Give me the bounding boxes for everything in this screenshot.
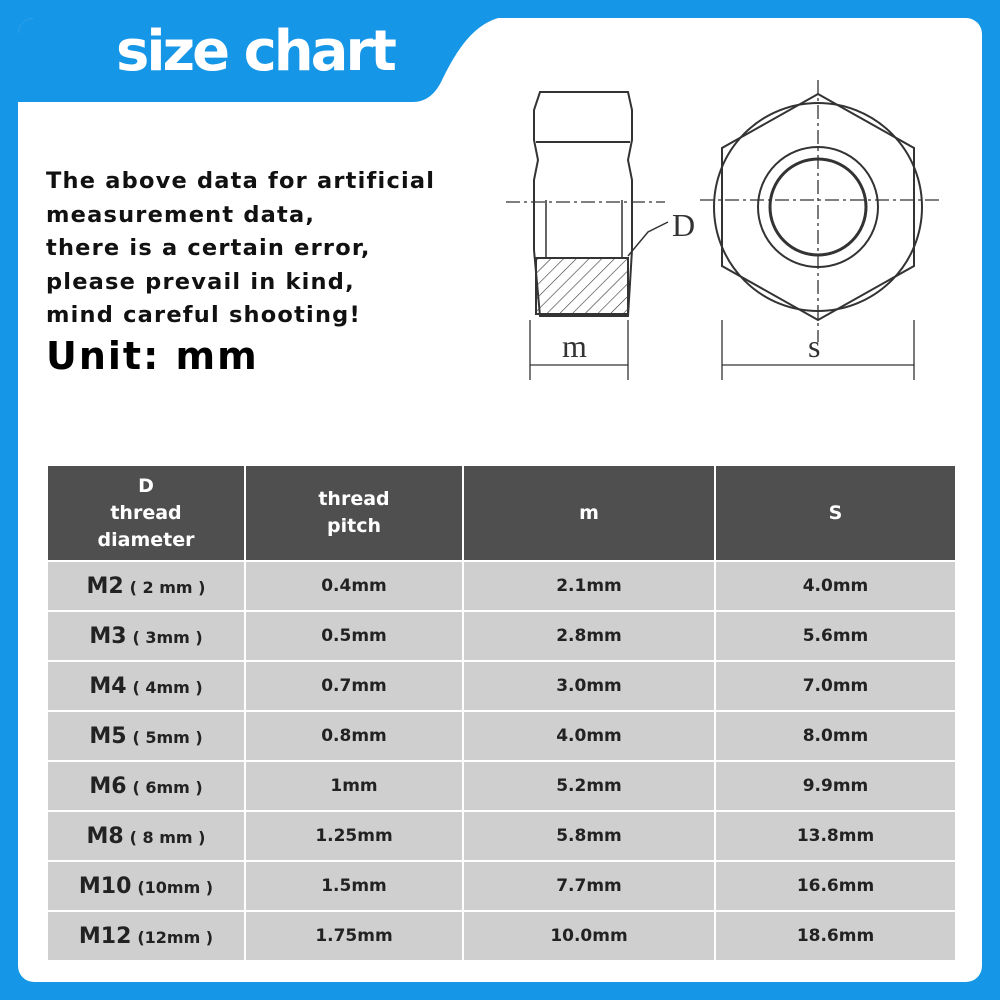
note-line: The above data for artificial [46,168,436,194]
header-d [47,465,245,561]
cell-size [47,911,245,961]
cell-size [47,661,245,711]
size-mm: (12mm ) [137,927,214,947]
cell-pitch: 1.75mm [245,911,463,961]
cell-pitch: 1.5mm [245,861,463,911]
label-d: D [672,207,696,243]
size-label: M5 [89,723,127,749]
cell-s: 8.0mm [715,711,956,761]
cell-size [47,811,245,861]
size-mm: ( 2 mm ) [129,577,206,597]
header-row [47,465,956,561]
cell-s: 13.8mm [715,811,956,861]
size-mm: ( 5mm ) [132,727,203,747]
size-mm: ( 8 mm ) [129,827,206,847]
disclaimer-note [46,165,435,333]
cell-pitch: 0.7mm [245,661,463,711]
unit-label: Unit: mm [46,334,259,378]
table-row [47,761,956,811]
cell-size [47,611,245,661]
size-table [46,464,957,962]
hex-nut-drawing [500,80,960,390]
size-mm: (10mm ) [137,877,214,897]
cell-size [47,561,245,611]
table-row [47,811,956,861]
note-line: please prevail in kind, [46,268,355,295]
table-row [47,661,956,711]
label-s: s [808,328,821,364]
size-label: M2 [86,573,124,599]
size-label: M10 [78,873,132,899]
cell-m: 2.8mm [463,611,715,661]
size-mm: ( 6mm ) [132,777,203,797]
cell-m: 5.8mm [463,811,715,861]
size-label: M12 [78,923,132,949]
size-label: M6 [89,773,127,799]
cell-s: 5.6mm [715,611,956,661]
table-row [47,561,956,611]
header-m: m [463,465,715,561]
note-line: measurement data, [46,201,316,228]
cell-pitch: 0.8mm [245,711,463,761]
nut-side-view [506,92,668,380]
size-label: M3 [89,623,127,649]
cell-pitch: 1mm [245,761,463,811]
cell-m: 2.1mm [463,561,715,611]
header-line: diameter [97,528,195,551]
table-row [47,861,956,911]
page-title: size chart [116,19,394,84]
cell-pitch: 1.25mm [245,811,463,861]
cell-s: 16.6mm [715,861,956,911]
table-row [47,611,956,661]
size-label: M4 [89,673,127,699]
cell-m: 10.0mm [463,911,715,961]
cell-s: 9.9mm [715,761,956,811]
size-mm: ( 3mm ) [132,627,203,647]
cell-m: 5.2mm [463,761,715,811]
header-line: thread [110,501,182,524]
size-label: M8 [86,823,124,849]
header-pitch [245,465,463,561]
table-row [47,911,956,961]
header-line: pitch [327,515,381,537]
table-row [47,711,956,761]
cell-pitch: 0.4mm [245,561,463,611]
header-line: thread [318,488,390,510]
cell-s: 18.6mm [715,911,956,961]
size-mm: ( 4mm ) [132,677,203,697]
header-line: D [138,474,154,497]
cell-m: 4.0mm [463,711,715,761]
note-line: there is a certain error, [46,235,371,261]
header-s: S [715,465,956,561]
cell-pitch: 0.5mm [245,611,463,661]
cell-size [47,711,245,761]
cell-m: 7.7mm [463,861,715,911]
note-line: mind careful shooting! [46,302,361,328]
cell-m: 3.0mm [463,661,715,711]
label-m: m [562,328,587,364]
cell-size [47,761,245,811]
cell-s: 4.0mm [715,561,956,611]
cell-s: 7.0mm [715,661,956,711]
cell-size [47,861,245,911]
